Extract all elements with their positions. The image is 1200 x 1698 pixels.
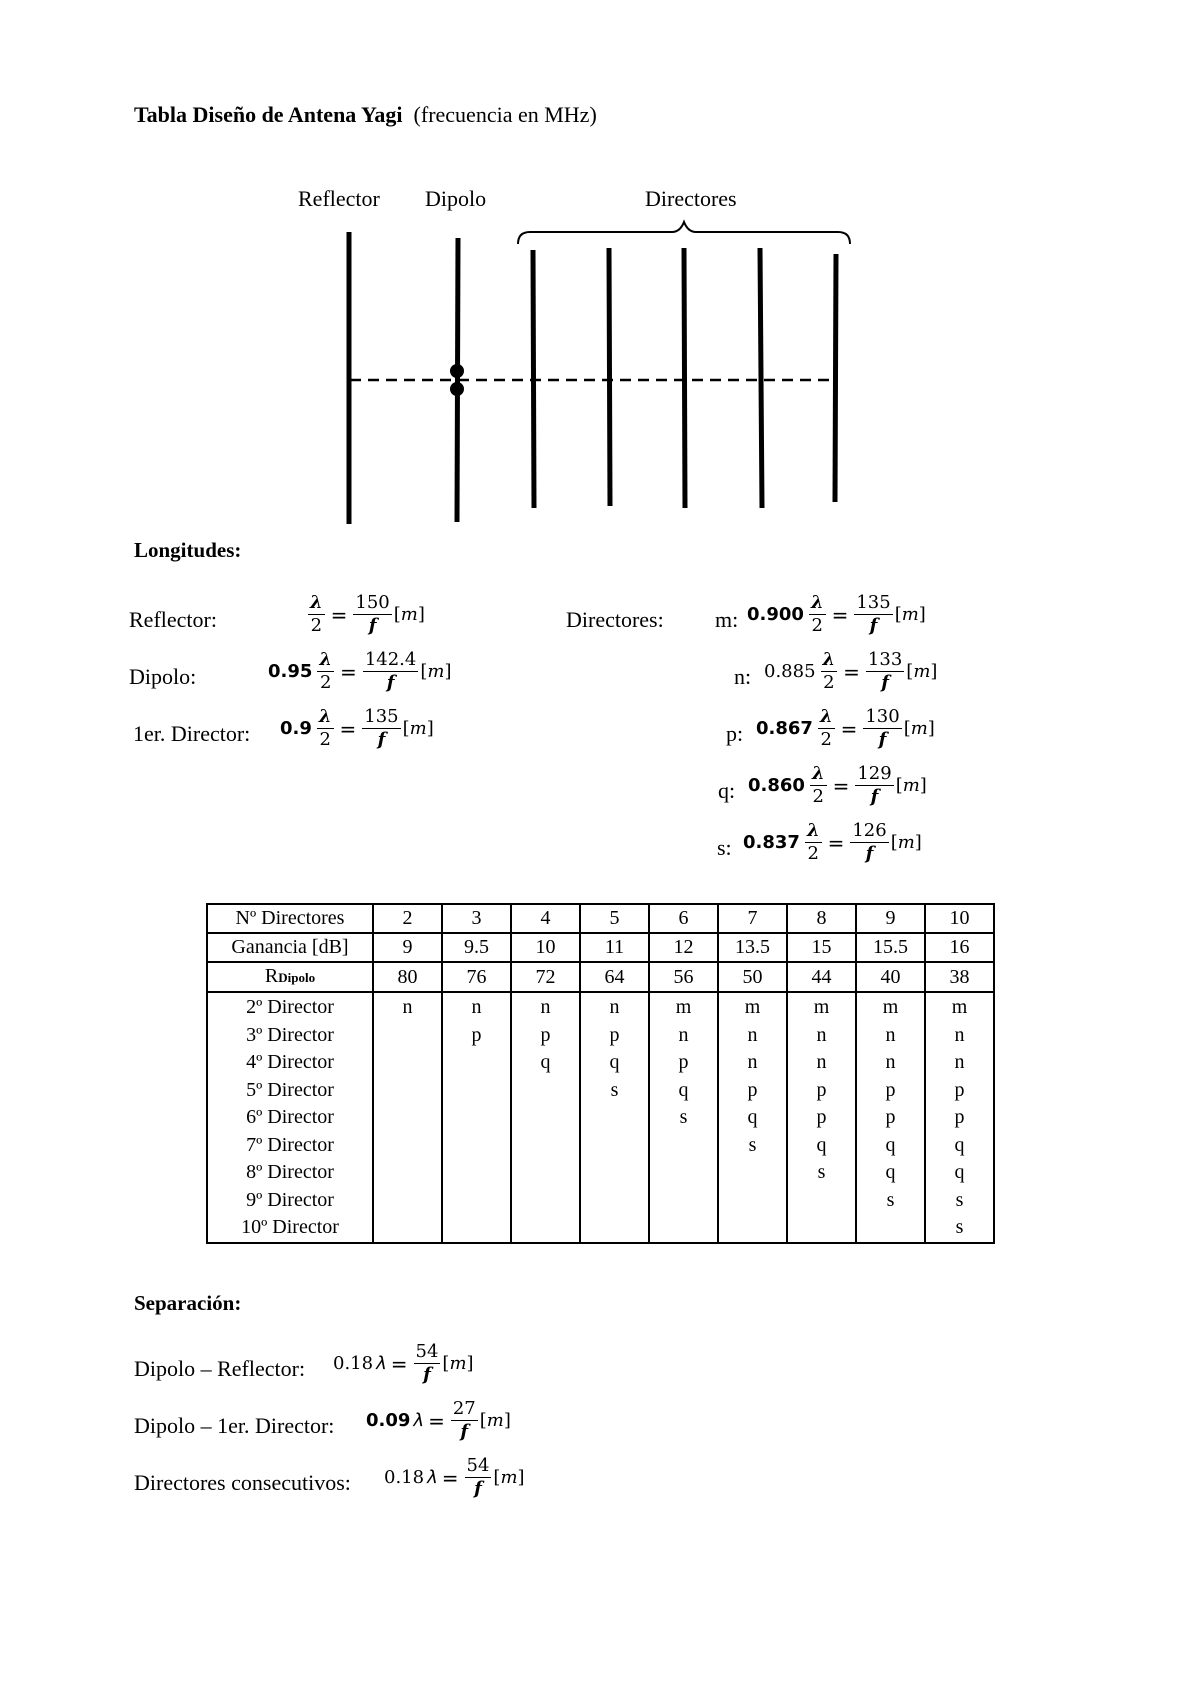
director-p-letter: p: <box>726 721 744 746</box>
director-column-cell <box>787 992 856 1243</box>
director-letter: q <box>540 1051 551 1073</box>
director-letter: n <box>678 1023 689 1046</box>
separacion-heading: Separación: <box>134 1291 242 1315</box>
table-cell: 8 <box>787 904 856 933</box>
table-cell: 10 <box>925 904 994 933</box>
table-cell: 50 <box>718 962 787 992</box>
table-cell: 80 <box>373 962 442 992</box>
director-column-cell <box>925 992 994 1243</box>
table-cell: 5 <box>580 904 649 933</box>
yagi-design-table <box>206 903 995 1244</box>
table-cell: 6 <box>649 904 718 933</box>
director-letter: s <box>955 1216 964 1238</box>
director-letter: n <box>954 1023 965 1046</box>
directors-label: Directores <box>645 186 737 211</box>
director-letter: n <box>816 1023 827 1046</box>
table-cell: 15.5 <box>856 933 925 962</box>
director-q-formula: 0.860 $\frac{\lambda}{2}$ = $\frac{129}{f}$ [m] <box>748 763 927 807</box>
sep-directores-label: Directores consecutivos: <box>134 1470 351 1495</box>
table-cell: 11 <box>580 933 649 962</box>
table-cell: 4 <box>511 904 580 933</box>
director-letter: s <box>610 1078 619 1101</box>
dipole-label: Dipolo <box>425 186 487 211</box>
director-letter: p <box>540 1023 551 1046</box>
table-cell: 12 <box>649 933 718 962</box>
directores-length-label: Directores: <box>566 607 664 632</box>
director-element-3 <box>684 248 685 508</box>
director-element-2 <box>609 248 610 506</box>
director-letter: p <box>885 1106 896 1128</box>
director-letter: p <box>471 1023 482 1046</box>
table-cell: 9 <box>373 933 442 962</box>
director-letter: n <box>540 996 551 1018</box>
table-row <box>207 992 994 1243</box>
director-letter: s <box>679 1106 688 1128</box>
sep-dipolo-director-label: Dipolo – 1er. Director: <box>134 1413 335 1438</box>
director-letter: q <box>954 1161 965 1183</box>
table-cell: 76 <box>442 962 511 992</box>
director-letter: m <box>813 996 830 1018</box>
director-letter: q <box>747 1106 758 1128</box>
dipolo-length-formula: 0.95 $\frac{\lambda}{2}$ = $\frac{142.4}{f}$ [m] <box>268 649 452 693</box>
director-letter: p <box>954 1078 965 1101</box>
director-row-label: 8º Director <box>246 1161 334 1183</box>
reflector-length-label: Reflector: <box>129 607 217 632</box>
director-letter: m <box>882 996 899 1018</box>
director-letter: s <box>817 1161 826 1183</box>
sep-dipolo-director-formula: 0.09 λ = $\frac{27}{f}$ [m] <box>366 1398 511 1442</box>
director-q-letter: q: <box>718 778 736 803</box>
table-cell: 13.5 <box>718 933 787 962</box>
director-row-label: 2º Director <box>246 996 334 1018</box>
sep-dipolo-reflector-formula: 0.18 λ = $\frac{54}{f}$ [m] <box>333 1341 474 1385</box>
reflector-length-formula: $\frac{\lambda}{2}$ = $\frac{150}{f}$ [m] <box>310 592 425 636</box>
director-n-letter: n: <box>734 664 752 689</box>
director-element-1 <box>533 250 534 508</box>
title-bold: Tabla Diseño de Antena Yagi <box>134 102 403 127</box>
reflector-label: Reflector <box>298 186 380 211</box>
director-column-cell <box>511 992 580 1243</box>
director-n-formula: 0.885 $\frac{\lambda}{2}$ = $\frac{133}{f}$ [m] <box>764 649 938 693</box>
director-row-label: 3º Director <box>246 1023 334 1046</box>
director-letter: s <box>748 1133 757 1156</box>
director-letter: n <box>747 1051 758 1073</box>
director-column-cell <box>442 992 511 1243</box>
director-letter: n <box>609 996 620 1018</box>
table-cell: 2 <box>373 904 442 933</box>
table-cell: 72 <box>511 962 580 992</box>
table-row <box>207 962 994 992</box>
director-row-label: 10º Director <box>241 1216 339 1238</box>
yagi-antenna-diagram <box>0 0 1200 560</box>
director-letter: p <box>816 1106 827 1128</box>
director-letter: s <box>886 1188 895 1211</box>
director-letter: m <box>675 996 692 1018</box>
director-element-5 <box>835 254 836 502</box>
director-element-4 <box>760 248 762 508</box>
director-letter: m <box>744 996 761 1018</box>
table-cell: 9 <box>856 904 925 933</box>
director-letter: n <box>402 996 413 1018</box>
longitudes-heading: Longitudes: <box>134 538 242 562</box>
director-letter: p <box>747 1078 758 1101</box>
feed-point-top <box>450 364 464 378</box>
director-letter: m <box>951 996 968 1018</box>
director-p-formula: 0.867 $\frac{\lambda}{2}$ = $\frac{130}{f}$ [m] <box>756 706 935 750</box>
director-row-label: 4º Director <box>246 1051 334 1073</box>
table-row <box>207 933 994 962</box>
director-letter: n <box>747 1023 758 1046</box>
director-column-cell <box>580 992 649 1243</box>
first-director-length-label: 1er. Director: <box>133 721 251 746</box>
feed-point-bottom <box>450 382 464 396</box>
r-dipolo-main: R <box>264 965 279 987</box>
director-letter: q <box>816 1133 827 1156</box>
title-normal: (frecuencia en MHz) <box>413 102 597 127</box>
director-letter: q <box>885 1133 896 1156</box>
director-letter: p <box>609 1023 620 1046</box>
director-column-cell <box>373 992 442 1243</box>
table-cell: 10 <box>511 933 580 962</box>
director-row-label: 5º Director <box>246 1078 334 1101</box>
table-cell: 40 <box>856 962 925 992</box>
table-cell: 15 <box>787 933 856 962</box>
director-labels-cell <box>207 992 373 1243</box>
directors-brace <box>518 222 850 244</box>
director-letter: n <box>885 1051 896 1073</box>
table-cell: 44 <box>787 962 856 992</box>
first-director-length-formula: 0.9 $\frac{\lambda}{2}$ = $\frac{135}{f}$ [m] <box>280 706 434 750</box>
table-cell: 56 <box>649 962 718 992</box>
director-s-letter: s: <box>717 835 732 860</box>
sep-directores-formula: 0.18 λ = $\frac{54}{f}$ [m] <box>384 1455 525 1499</box>
r-dipolo-sub: Dipolo <box>278 970 316 985</box>
director-letter: n <box>816 1051 827 1073</box>
director-letter: s <box>955 1188 964 1211</box>
director-letter: p <box>885 1078 896 1101</box>
table-cell: 16 <box>925 933 994 962</box>
table-header-cell <box>207 962 373 992</box>
sep-dipolo-reflector-label: Dipolo – Reflector: <box>134 1356 306 1381</box>
table-row <box>207 904 994 933</box>
director-letter: p <box>678 1051 689 1073</box>
table-cell: 9.5 <box>442 933 511 962</box>
director-letter: n <box>885 1023 896 1046</box>
director-letter: q <box>954 1133 965 1156</box>
dipolo-length-label: Dipolo: <box>129 664 197 689</box>
dipole-element <box>457 238 458 522</box>
director-row-label: 9º Director <box>246 1188 334 1211</box>
director-row-label: 7º Director <box>246 1133 334 1156</box>
table-cell: 3 <box>442 904 511 933</box>
table-cell: 7 <box>718 904 787 933</box>
table-cell: 64 <box>580 962 649 992</box>
director-s-formula: 0.837 $\frac{\lambda}{2}$ = $\frac{126}{f}$ [m] <box>743 820 922 864</box>
director-column-cell <box>649 992 718 1243</box>
director-letter: n <box>471 996 482 1018</box>
table-header-cell: Ganancia [dB] <box>207 933 373 962</box>
director-letter: p <box>954 1106 965 1128</box>
director-m-letter: m: <box>715 607 739 632</box>
director-letter: q <box>885 1161 896 1183</box>
director-letter: q <box>678 1078 689 1101</box>
table-header-cell: Nº Directores <box>207 904 373 933</box>
director-letter: n <box>954 1051 965 1073</box>
table-cell: 38 <box>925 962 994 992</box>
director-m-formula: 0.900 $\frac{\lambda}{2}$ = $\frac{135}{f}$ [m] <box>747 592 926 636</box>
director-column-cell <box>718 992 787 1243</box>
director-column-cell <box>856 992 925 1243</box>
director-letter: q <box>609 1051 620 1073</box>
director-row-label: 6º Director <box>246 1106 334 1128</box>
director-letter: p <box>816 1078 827 1101</box>
